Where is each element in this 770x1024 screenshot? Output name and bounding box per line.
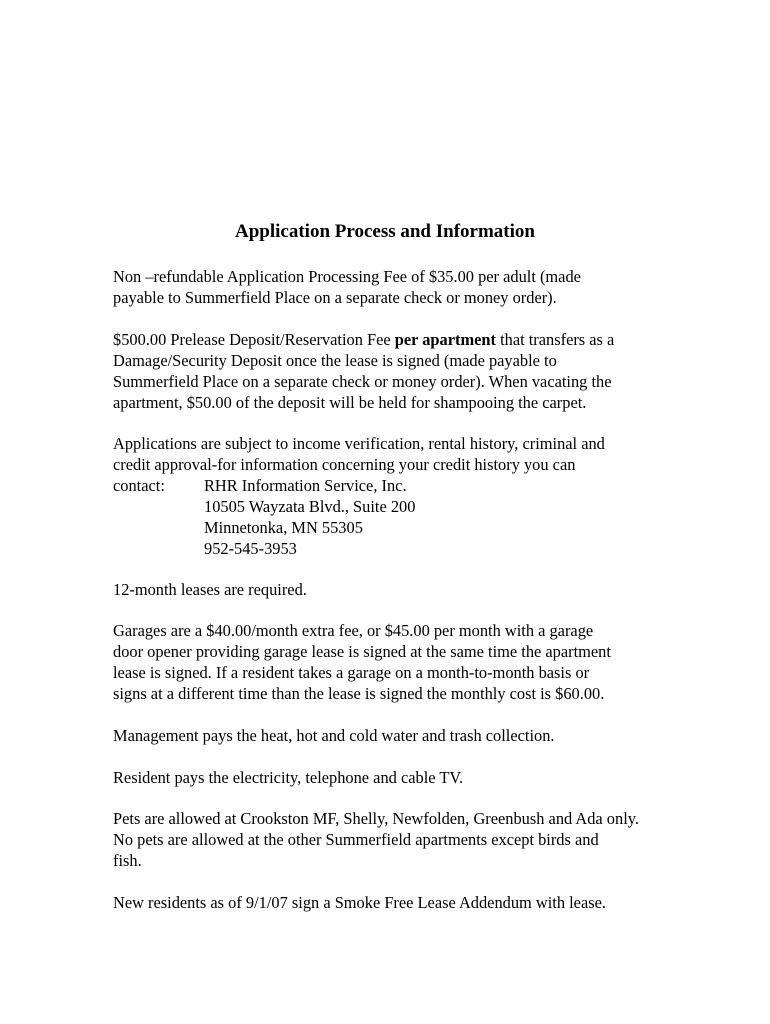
application-fee-paragraph xyxy=(113,266,713,308)
deposit-paragraph xyxy=(113,329,713,413)
resident-paragraph xyxy=(113,767,713,788)
per-apartment-emphasis: per apartment xyxy=(394,330,496,349)
text-line: credit approval-for information concerning your credit history you can xyxy=(113,455,576,474)
contact-company: RHR Information Service, Inc. xyxy=(204,476,407,495)
text-line: No pets are allowed at the other Summerfield apartments except birds and xyxy=(113,830,599,849)
text-line: apartment, $50.00 of the deposit will be held for shampooing the carpet. xyxy=(113,393,587,412)
page-title: Application Process and Information xyxy=(235,221,535,242)
contact-phone: 952-545-3953 xyxy=(204,539,297,558)
text-line: signs at a different time than the lease is signed the monthly cost is $60.00. xyxy=(113,684,605,703)
garages-paragraph xyxy=(113,620,713,704)
text-line: Resident pays the electricity, telephone and cable TV. xyxy=(113,768,464,787)
text-line: Garages are a $40.00/month extra fee, or $45.00 per month with a garage xyxy=(113,621,594,640)
text-line: door opener providing garage lease is signed at the same time the apartment xyxy=(113,642,611,661)
text-line: Pets are allowed at Crookston MF, Shelly, Newfolden, Greenbush and Ada only. xyxy=(113,809,639,828)
deposit-text-end: that transfers as a xyxy=(495,330,615,349)
text-line: Non –refundable Application Processing Fee of $35.00 per adult (made xyxy=(113,267,581,286)
text-line: New residents as of 9/1/07 sign a Smoke Free Lease Addendum with lease. xyxy=(113,893,606,912)
contact-address-street: 10505 Wayzata Blvd., Suite 200 xyxy=(204,497,416,516)
applications-paragraph xyxy=(113,433,713,559)
text-line xyxy=(113,329,713,350)
text-line: 12-month leases are required. xyxy=(113,580,307,599)
text-line: lease is signed. If a resident takes a garage on a month-to-month basis or xyxy=(113,663,590,682)
contact-address-city: Minnetonka, MN 55305 xyxy=(204,518,363,537)
pets-paragraph xyxy=(113,808,713,871)
text-line: Summerfield Place on a separate check or money order). When vacating the xyxy=(113,372,612,391)
contact-row xyxy=(113,475,713,496)
text-line: Management pays the heat, hot and cold water and trash collection. xyxy=(113,726,555,745)
deposit-text-start: $500.00 Prelease Deposit/Reservation Fee xyxy=(113,330,395,349)
smoke-free-paragraph xyxy=(113,892,713,913)
text-line: Damage/Security Deposit once the lease is signed (made payable to xyxy=(113,351,557,370)
management-paragraph xyxy=(113,725,713,746)
text-line: Applications are subject to income verification, rental history, criminal and xyxy=(113,434,605,453)
contact-label: contact: xyxy=(113,476,165,495)
text-line: fish. xyxy=(113,851,142,870)
leases-paragraph xyxy=(113,579,713,600)
text-line: payable to Summerfield Place on a separate check or money order). xyxy=(113,288,557,307)
